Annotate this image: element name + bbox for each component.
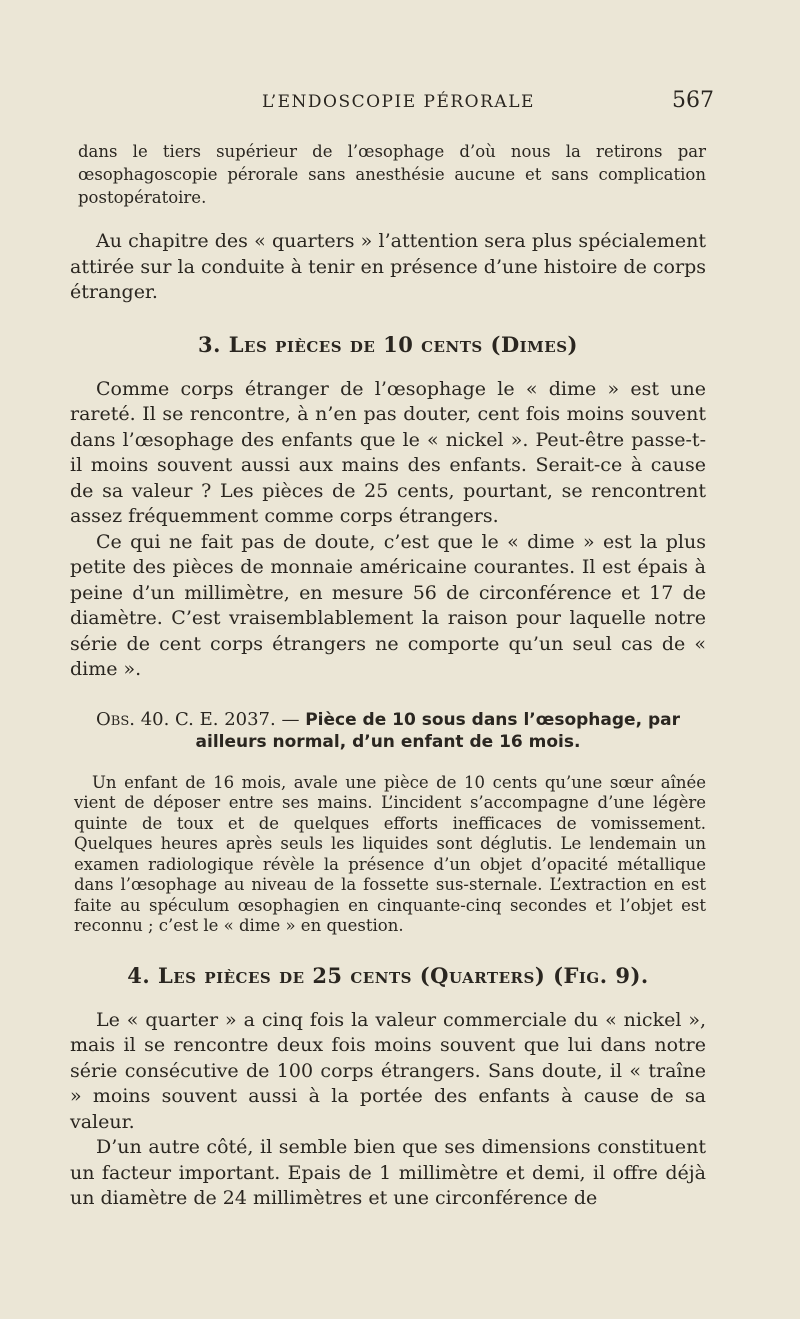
section-3-paragraph: Comme corps étranger de l’œsophage le « dime » est une rareté. Il se rencontre, à n’en pas douter, cent fois moins souvent dans l’œsophage des enfants que le « nickel ». Peut-être passe-t-il moins souvent aussi aux mains des enfants. Serait-ce à cause de sa valeur ? Les pièces de 25 cents, pourtant, se rencontrent assez fréquemment comme corps étrangers. [70,377,706,527]
section-3-paragraph: Ce qui ne fait pas de doute, c’est que le « dime » est la plus petite des pièces de monnaie américaine courantes. Il est épais à peine d’un millimètre, en mesure 56 de circonférence et 17 de diamètre. C’est vraisemblablement la raison pour laquelle notre série de cent corps étrangers ne comporte qu’un seul cas de « dime ». [70,530,706,680]
quarters-note-paragraph: Au chapitre des « quarters » l’attention sera plus spécialement attirée sur la conduite à tenir en présence d’une histoire de corps étranger. [70,230,706,303]
observation-text: Un enfant de 16 mois, avale une pièce de 10 cents qu’une sœur aînée vient de déposer entre ses mains. L’incident s’accompagne d’une légère quinte de toux et de quelques efforts inefficaces de vomissement. Quelques heures après seuls les liquides sont déglutis. Le lendemain un examen radiologique révèle la présence d’un objet d’opacité métallique dans l’œsophage au niveau de la fossette sus-sternale. L’extraction en est faite au spéculum œsophagien en cinquante-cinq secondes et l’objet est reconnu ; c’est le « dime » en question. [74,772,706,935]
section-3-heading: 3. Les pièces de 10 cents (Dimes) [198,331,578,357]
page-number: 567 [672,88,714,113]
observation-label: Obs. 40. C. E. 2037. — [96,708,300,730]
intro-paragraph: dans le tiers supérieur de l’œsophage d’où nous la retirons par œsophagoscopie pérorale sans anesthésie aucune et sans complication postopératoire. [78,142,706,207]
observation-heading [70,709,706,753]
body-text [70,140,706,1212]
page-header [0,88,800,122]
section-4-paragraph: Le « quarter » a cinq fois la valeur commerciale du « nickel », mais il se rencontre deux fois moins souvent que lui dans notre série consécutive de 100 corps étrangers. Sans doute, il « traîne » moins souvent aussi à la portée des enfants à cause de sa valeur. [70,1008,706,1133]
section-4-paragraph: D’un autre côté, il semble bien que ses dimensions constituent un facteur important. Epais de 1 millimètre et demi, il offre déjà un diamètre de 24 millimètres et une circonférence de [70,1136,706,1209]
section-4-heading: 4. Les pièces de 25 cents (Quarters) (Fig. 9). [127,962,649,988]
running-title: L’ENDOSCOPIE PÉRORALE [262,92,535,112]
observation-title: Pièce de 10 sous dans l’œsophage, par ailleurs normal, d’un enfant de 16 mois. [195,709,680,752]
